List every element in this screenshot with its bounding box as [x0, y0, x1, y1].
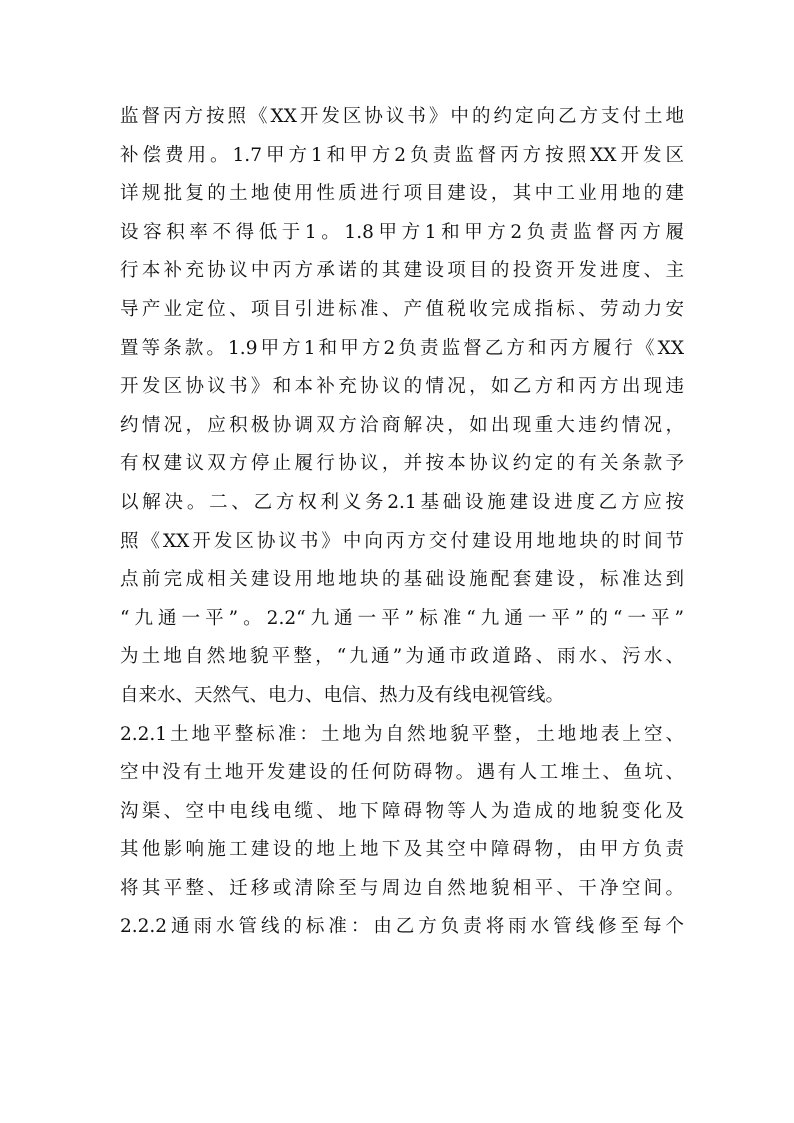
text-line: 2.2.1土地平整标准：土地为自然地貌平整，土地地表上空、 — [120, 723, 684, 745]
text-line: 有权建议双方停止履行协议，并按本协议约定的有关条款予 — [120, 453, 684, 475]
text-line: 2.2.2通雨水管线的标准：由乙方负责将雨水管线修至每个 — [120, 916, 684, 938]
text-line: 补偿费用。1.7甲方1和甲方2负责监督丙方按照XX开发区 — [120, 144, 684, 166]
text-line: 开发区协议书》和本补充协议的情况，如乙方和丙方出现违 — [120, 376, 684, 398]
text-line: 为土地自然地貌平整，“九通”为通市政道路、雨水、污水、 — [120, 646, 684, 668]
text-line: “九通一平”。2.2“九通一平”标准“九通一平”的“一平” — [120, 607, 684, 629]
body-text — [120, 98, 684, 947]
text-line: 其他影响施工建设的地上地下及其空中障碍物，由甲方负责 — [120, 839, 684, 861]
text-line: 约情况，应积极协调双方洽商解决，如出现重大违约情况， — [120, 414, 684, 436]
text-line: 照《XX开发区协议书》中向丙方交付建设用地地块的时间节 — [120, 530, 684, 552]
text-line: 将其平整、迁移或清除至与周边自然地貌相平、干净空间。 — [120, 877, 684, 899]
text-line: 自来水、天然气、电力、电信、热力及有线电视管线。 — [120, 684, 565, 706]
text-line: 空中没有土地开发建设的任何防碍物。遇有人工堆土、鱼坑、 — [120, 762, 684, 784]
text-line: 以解决。二、乙方权利义务2.1基础设施建设进度乙方应按 — [120, 491, 684, 513]
text-line: 点前完成相关建设用地地块的基础设施配套建设，标准达到 — [120, 569, 684, 591]
text-line: 置等条款。1.9甲方1和甲方2负责监督乙方和丙方履行《XX — [120, 337, 684, 359]
text-line: 详规批复的土地使用性质进行项目建设，其中工业用地的建 — [120, 183, 684, 205]
text-line: 导产业定位、项目引进标准、产值税收完成指标、劳动力安 — [120, 298, 684, 320]
text-line: 设容积率不得低于1。1.8甲方1和甲方2负责监督丙方履 — [120, 221, 684, 243]
text-line: 沟渠、空中电线电缆、地下障碍物等人为造成的地貌变化及 — [120, 800, 684, 822]
text-line: 行本补充协议中丙方承诺的其建设项目的投资开发进度、主 — [120, 260, 684, 282]
text-line: 监督丙方按照《XX开发区协议书》中的约定向乙方支付土地 — [120, 106, 684, 127]
